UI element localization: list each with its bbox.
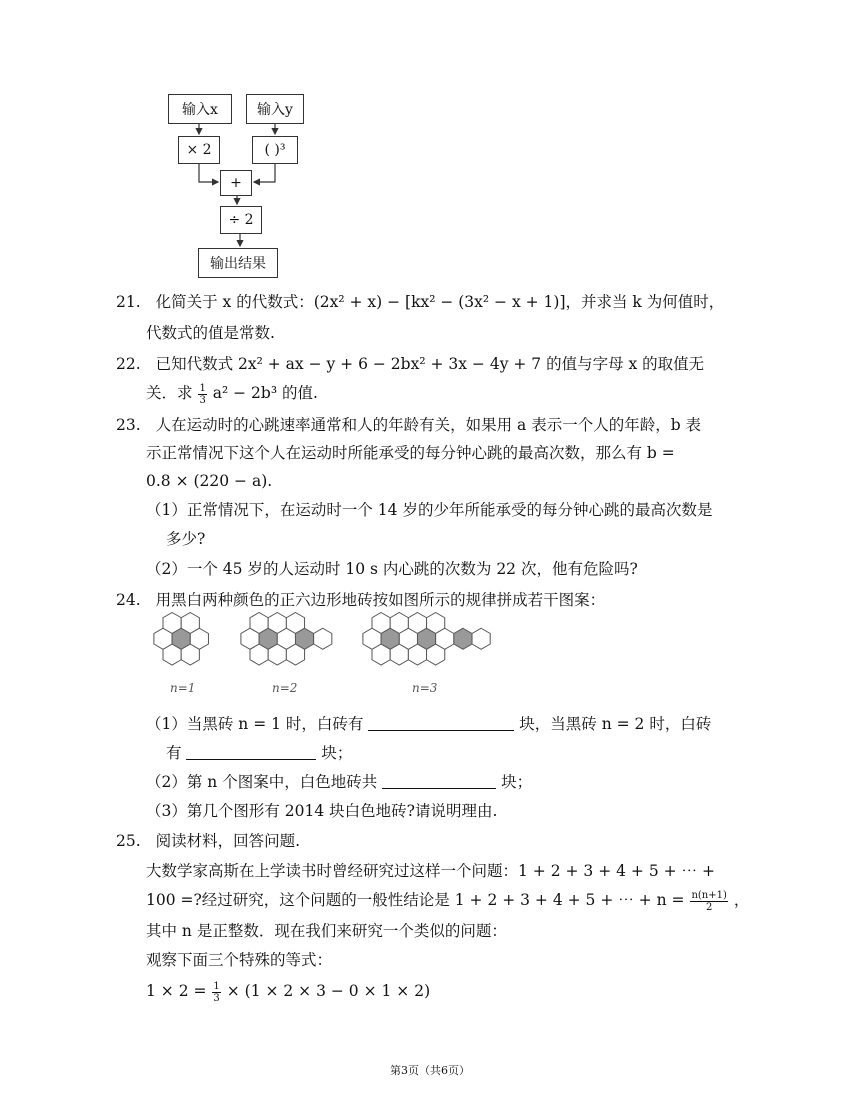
q22-line1 xyxy=(116,352,704,376)
white-hex-tile xyxy=(436,628,454,649)
q24-part1-line1 xyxy=(146,712,711,736)
q24-p1-a: （1）当黑砖 n = 1 时，白砖有 xyxy=(146,715,364,733)
flow-output: 输出结果 xyxy=(198,248,278,278)
q25-number: 25. xyxy=(116,832,141,850)
q22-text-2-post: a² − 2b³ 的值. xyxy=(212,384,318,402)
q21-number: 21. xyxy=(116,293,141,311)
q25-text-3-post: ， xyxy=(733,891,750,909)
q22-text-1: 已知代数式 2x² + ax − y + 6 − 2bx² + 3x − 4y + 7 的值与字母 x 的取值无 xyxy=(155,355,705,373)
q25-frac2-den: 3 xyxy=(213,992,220,1004)
hex-label-n1: n=1 xyxy=(170,681,196,695)
q24-p2-b: 块； xyxy=(501,773,533,791)
q24-number: 24. xyxy=(116,591,141,609)
q24-line1 xyxy=(116,588,605,612)
flow-divide-two: ÷ 2 xyxy=(220,206,262,234)
q24-text-1: 用黑白两种颜色的正六边形地砖按如图所示的规律拼成若干图案： xyxy=(155,591,606,609)
black-hex-tile xyxy=(454,628,472,649)
white-hex-tile xyxy=(190,628,208,649)
hex-pattern-figures xyxy=(0,612,860,674)
q25-line4: 其中 n 是正整数．现在我们来研究一个类似的问题： xyxy=(146,922,507,940)
q25-frac-num: n(n+1) xyxy=(691,889,727,901)
q24-blank-2[interactable] xyxy=(186,741,316,760)
hex-label-n2: n=2 xyxy=(272,681,298,695)
white-hex-tile xyxy=(277,628,295,649)
white-hex-tile xyxy=(314,628,332,649)
q23-text-1: 人在运动时的心跳速率通常和人的年龄有关，如果用 a 表示一个人的年龄，b 表 xyxy=(155,416,702,434)
q24-p2-a: （2）第 n 个图案中，白色地砖共 xyxy=(146,773,378,791)
q25-text-6-pre: 1 × 2 = xyxy=(146,982,207,1000)
q23-part1-line1: （1）正常情况下，在运动时一个 14 岁的少年所能承受的每分钟心跳的最高次数是 xyxy=(146,501,713,519)
white-hex-tile xyxy=(472,628,490,649)
q21-line2: 代数式的值是常数. xyxy=(146,324,275,342)
q21-text-1: 化简关于 x 的代数式：(2x² + x) − [kx² − (3x² − x + 1)]，并求当 k 为何值时， xyxy=(155,293,725,311)
q22-line2 xyxy=(146,381,318,406)
q23-part2: （2）一个 45 岁的人运动时 10 s 内心跳的次数为 22 次，他有危险吗? xyxy=(146,560,638,578)
black-hex-tile xyxy=(295,628,313,649)
flow-cube: ( )³ xyxy=(252,136,298,164)
q24-blank-1[interactable] xyxy=(368,712,514,731)
q24-part3: （3）第几个图形有 2014 块白色地砖?请说明理由. xyxy=(146,802,498,820)
black-hex-tile xyxy=(259,628,277,649)
q23-line1 xyxy=(116,413,701,437)
q25-frac2-num: 1 xyxy=(213,980,220,992)
q24-p1-b: 块，当黑砖 n = 2 时，白砖 xyxy=(519,715,712,733)
q25-fraction-gauss xyxy=(690,890,727,913)
q24-p1-d: 块； xyxy=(321,744,353,762)
black-hex-tile xyxy=(417,628,435,649)
q25-line5: 观察下面三个特殊的等式： xyxy=(146,951,333,969)
q24-p1-c: 有 xyxy=(166,744,182,762)
q23-part1-line2: 多少? xyxy=(166,530,206,548)
q25-fraction-third xyxy=(212,981,220,1004)
q22-frac-num: 1 xyxy=(199,382,206,394)
q23-line2: 示正常情况下这个人在运动时所能承受的每分钟心跳的最高次数，那么有 b = xyxy=(146,444,675,462)
q23-number: 23. xyxy=(116,416,141,434)
q23-line3: 0.8 × (220 − a). xyxy=(146,472,273,490)
q22-text-2-pre: 关．求 xyxy=(146,384,193,402)
q24-part1-line2 xyxy=(166,741,352,765)
q24-part2 xyxy=(146,770,532,794)
white-hex-tile xyxy=(363,628,381,649)
white-hex-tile xyxy=(154,628,172,649)
black-hex-tile xyxy=(381,628,399,649)
q25-text-6-post: × (1 × 2 × 3 − 0 × 1 × 2) xyxy=(226,982,431,1000)
flow-input-x: 输入x xyxy=(168,94,232,124)
flow-arrows xyxy=(0,0,860,300)
white-hex-tile xyxy=(399,628,417,649)
q25-text-1: 阅读材料，回答问题. xyxy=(155,832,301,850)
q25-line3 xyxy=(146,888,749,913)
q22-number: 22. xyxy=(116,355,141,373)
hex-label-n3: n=3 xyxy=(412,681,438,695)
flow-input-y: 输入y xyxy=(246,94,304,124)
q22-fraction xyxy=(198,383,206,406)
white-hex-tile xyxy=(241,628,259,649)
q25-text-3-pre: 100 =?经过研究，这个问题的一般性结论是 1 + 2 + 3 + 4 + 5 + ⋯ + n = xyxy=(146,891,685,909)
q22-frac-den: 3 xyxy=(199,394,206,406)
flow-plus: + xyxy=(220,170,252,196)
q24-blank-3[interactable] xyxy=(382,770,496,789)
black-hex-tile xyxy=(172,628,190,649)
flow-times-two: × 2 xyxy=(178,136,220,164)
page-footer: 第3页（共6页） xyxy=(390,1064,470,1077)
q25-line6 xyxy=(146,979,430,1004)
q25-line1 xyxy=(116,829,300,853)
q21-line1 xyxy=(116,290,724,314)
q25-line2: 大数学家高斯在上学读书时曾经研究过这样一个问题：1 + 2 + 3 + 4 + 5 + ⋯ + xyxy=(146,862,715,880)
q25-frac-den: 2 xyxy=(705,901,713,913)
